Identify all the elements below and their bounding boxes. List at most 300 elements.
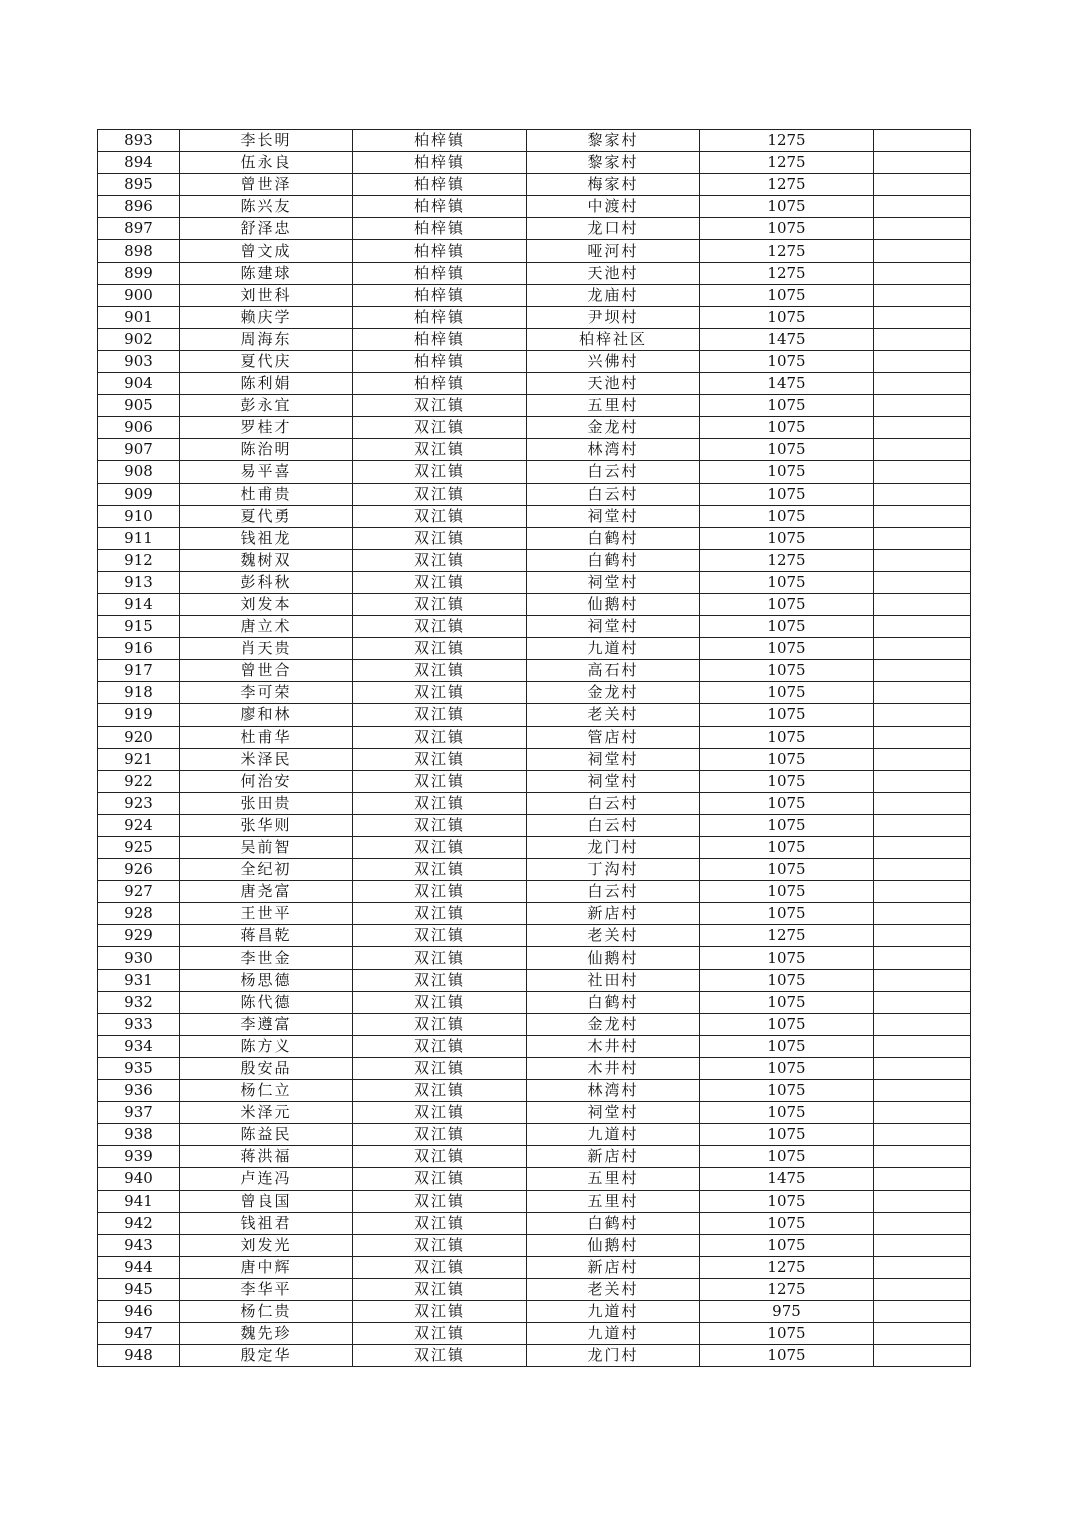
village-cell: 龙口村 xyxy=(527,218,700,240)
village-cell: 中渡村 xyxy=(527,196,700,218)
remark-cell xyxy=(874,527,971,549)
name-cell: 曾世泽 xyxy=(180,174,353,196)
name-cell: 廖和林 xyxy=(180,704,353,726)
name-cell: 刘发光 xyxy=(180,1234,353,1256)
town-cell: 双江镇 xyxy=(353,505,527,527)
table-row xyxy=(98,660,971,682)
amount-cell: 1075 xyxy=(700,1035,874,1057)
row-number-cell: 937 xyxy=(98,1102,180,1124)
table-row xyxy=(98,682,971,704)
table-row xyxy=(98,1234,971,1256)
village-cell: 天池村 xyxy=(527,373,700,395)
village-cell: 龙门村 xyxy=(527,1345,700,1367)
town-cell: 双江镇 xyxy=(353,704,527,726)
village-cell: 白云村 xyxy=(527,792,700,814)
amount-cell: 1075 xyxy=(700,947,874,969)
name-cell: 殷安品 xyxy=(180,1057,353,1079)
row-number-cell: 897 xyxy=(98,218,180,240)
amount-cell: 1075 xyxy=(700,417,874,439)
name-cell: 刘发本 xyxy=(180,593,353,615)
amount-cell: 1075 xyxy=(700,814,874,836)
town-cell: 双江镇 xyxy=(353,1168,527,1190)
row-number-cell: 911 xyxy=(98,527,180,549)
table-row xyxy=(98,218,971,240)
name-cell: 唐中辉 xyxy=(180,1256,353,1278)
table-row xyxy=(98,1212,971,1234)
village-cell: 木井村 xyxy=(527,1057,700,1079)
amount-cell: 1075 xyxy=(700,969,874,991)
row-number-cell: 906 xyxy=(98,417,180,439)
table-row xyxy=(98,814,971,836)
village-cell: 五里村 xyxy=(527,1168,700,1190)
name-cell: 李可荣 xyxy=(180,682,353,704)
table-row xyxy=(98,549,971,571)
row-number-cell: 919 xyxy=(98,704,180,726)
row-number-cell: 900 xyxy=(98,284,180,306)
remark-cell xyxy=(874,1345,971,1367)
village-cell: 祠堂村 xyxy=(527,616,700,638)
name-cell: 彭科秋 xyxy=(180,571,353,593)
table-row xyxy=(98,859,971,881)
name-cell: 钱祖龙 xyxy=(180,527,353,549)
town-cell: 双江镇 xyxy=(353,1212,527,1234)
remark-cell xyxy=(874,328,971,350)
village-cell: 老关村 xyxy=(527,704,700,726)
table-row xyxy=(98,1080,971,1102)
table-row xyxy=(98,1278,971,1300)
amount-cell: 1075 xyxy=(700,881,874,903)
row-number-cell: 895 xyxy=(98,174,180,196)
table-row xyxy=(98,881,971,903)
row-number-cell: 936 xyxy=(98,1080,180,1102)
town-cell: 双江镇 xyxy=(353,527,527,549)
remark-cell xyxy=(874,1102,971,1124)
amount-cell: 1075 xyxy=(700,991,874,1013)
village-cell: 仙鹅村 xyxy=(527,1234,700,1256)
table-row xyxy=(98,704,971,726)
town-cell: 双江镇 xyxy=(353,925,527,947)
village-cell: 金龙村 xyxy=(527,1013,700,1035)
town-cell: 双江镇 xyxy=(353,1057,527,1079)
row-number-cell: 894 xyxy=(98,152,180,174)
amount-cell: 1075 xyxy=(700,1146,874,1168)
amount-cell: 1075 xyxy=(700,837,874,859)
village-cell: 祠堂村 xyxy=(527,1102,700,1124)
amount-cell: 1475 xyxy=(700,1168,874,1190)
row-number-cell: 915 xyxy=(98,616,180,638)
table-row xyxy=(98,1345,971,1367)
table-row xyxy=(98,1323,971,1345)
amount-cell: 1075 xyxy=(700,1345,874,1367)
village-cell: 尹坝村 xyxy=(527,306,700,328)
table-row xyxy=(98,593,971,615)
name-cell: 曾世合 xyxy=(180,660,353,682)
town-cell: 双江镇 xyxy=(353,726,527,748)
table-row xyxy=(98,991,971,1013)
row-number-cell: 903 xyxy=(98,350,180,372)
table-row xyxy=(98,1057,971,1079)
town-cell: 柏梓镇 xyxy=(353,130,527,152)
remark-cell xyxy=(874,1190,971,1212)
village-cell: 祠堂村 xyxy=(527,571,700,593)
table-row xyxy=(98,947,971,969)
table-row xyxy=(98,1190,971,1212)
name-cell: 陈建球 xyxy=(180,262,353,284)
remark-cell xyxy=(874,1256,971,1278)
row-number-cell: 918 xyxy=(98,682,180,704)
town-cell: 柏梓镇 xyxy=(353,152,527,174)
name-cell: 蒋昌乾 xyxy=(180,925,353,947)
village-cell: 梅家村 xyxy=(527,174,700,196)
remark-cell xyxy=(874,461,971,483)
table-row xyxy=(98,969,971,991)
name-cell: 舒泽忠 xyxy=(180,218,353,240)
row-number-cell: 945 xyxy=(98,1278,180,1300)
remark-cell xyxy=(874,726,971,748)
town-cell: 双江镇 xyxy=(353,770,527,792)
row-number-cell: 932 xyxy=(98,991,180,1013)
name-cell: 杜甫贵 xyxy=(180,483,353,505)
name-cell: 钱祖君 xyxy=(180,1212,353,1234)
village-cell: 木井村 xyxy=(527,1035,700,1057)
row-number-cell: 901 xyxy=(98,306,180,328)
row-number-cell: 921 xyxy=(98,748,180,770)
town-cell: 双江镇 xyxy=(353,903,527,925)
table-row xyxy=(98,306,971,328)
table-row xyxy=(98,240,971,262)
town-cell: 双江镇 xyxy=(353,1102,527,1124)
town-cell: 柏梓镇 xyxy=(353,218,527,240)
village-cell: 九道村 xyxy=(527,1323,700,1345)
village-cell: 老关村 xyxy=(527,1278,700,1300)
town-cell: 双江镇 xyxy=(353,837,527,859)
village-cell: 新店村 xyxy=(527,1256,700,1278)
row-number-cell: 940 xyxy=(98,1168,180,1190)
amount-cell: 1275 xyxy=(700,925,874,947)
name-cell: 陈代德 xyxy=(180,991,353,1013)
table-row xyxy=(98,527,971,549)
town-cell: 双江镇 xyxy=(353,947,527,969)
town-cell: 双江镇 xyxy=(353,1234,527,1256)
town-cell: 双江镇 xyxy=(353,616,527,638)
village-cell: 五里村 xyxy=(527,1190,700,1212)
table-row xyxy=(98,196,971,218)
table-row xyxy=(98,748,971,770)
town-cell: 柏梓镇 xyxy=(353,328,527,350)
amount-cell: 1075 xyxy=(700,726,874,748)
remark-cell xyxy=(874,1013,971,1035)
row-number-cell: 905 xyxy=(98,395,180,417)
remark-cell xyxy=(874,373,971,395)
row-number-cell: 929 xyxy=(98,925,180,947)
row-number-cell: 930 xyxy=(98,947,180,969)
village-cell: 五里村 xyxy=(527,395,700,417)
row-number-cell: 934 xyxy=(98,1035,180,1057)
village-cell: 老关村 xyxy=(527,925,700,947)
amount-cell: 1075 xyxy=(700,704,874,726)
name-cell: 陈治明 xyxy=(180,439,353,461)
town-cell: 柏梓镇 xyxy=(353,350,527,372)
table-row xyxy=(98,792,971,814)
remark-cell xyxy=(874,1212,971,1234)
remark-cell xyxy=(874,571,971,593)
row-number-cell: 948 xyxy=(98,1345,180,1367)
amount-cell: 1075 xyxy=(700,1013,874,1035)
name-cell: 陈利娟 xyxy=(180,373,353,395)
row-number-cell: 907 xyxy=(98,439,180,461)
row-number-cell: 909 xyxy=(98,483,180,505)
town-cell: 双江镇 xyxy=(353,991,527,1013)
town-cell: 双江镇 xyxy=(353,1300,527,1322)
amount-cell: 1275 xyxy=(700,240,874,262)
village-cell: 新店村 xyxy=(527,1146,700,1168)
row-number-cell: 938 xyxy=(98,1124,180,1146)
village-cell: 高石村 xyxy=(527,660,700,682)
table-row xyxy=(98,1035,971,1057)
name-cell: 张田贵 xyxy=(180,792,353,814)
name-cell: 曾良国 xyxy=(180,1190,353,1212)
village-cell: 丁沟村 xyxy=(527,859,700,881)
remark-cell xyxy=(874,196,971,218)
town-cell: 双江镇 xyxy=(353,593,527,615)
village-cell: 龙门村 xyxy=(527,837,700,859)
village-cell: 林湾村 xyxy=(527,1080,700,1102)
town-cell: 双江镇 xyxy=(353,1345,527,1367)
name-cell: 杨仁贵 xyxy=(180,1300,353,1322)
remark-cell xyxy=(874,969,971,991)
name-cell: 唐尧富 xyxy=(180,881,353,903)
town-cell: 双江镇 xyxy=(353,1080,527,1102)
village-cell: 白鹤村 xyxy=(527,991,700,1013)
amount-cell: 1075 xyxy=(700,770,874,792)
village-cell: 龙庙村 xyxy=(527,284,700,306)
remark-cell xyxy=(874,439,971,461)
village-cell: 金龙村 xyxy=(527,682,700,704)
amount-cell: 1075 xyxy=(700,903,874,925)
village-cell: 金龙村 xyxy=(527,417,700,439)
table-row xyxy=(98,1256,971,1278)
remark-cell xyxy=(874,903,971,925)
village-cell: 哑河村 xyxy=(527,240,700,262)
name-cell: 陈方义 xyxy=(180,1035,353,1057)
row-number-cell: 944 xyxy=(98,1256,180,1278)
name-cell: 吴前智 xyxy=(180,837,353,859)
row-number-cell: 893 xyxy=(98,130,180,152)
table-row xyxy=(98,571,971,593)
amount-cell: 1075 xyxy=(700,748,874,770)
name-cell: 米泽民 xyxy=(180,748,353,770)
town-cell: 柏梓镇 xyxy=(353,240,527,262)
village-cell: 社田村 xyxy=(527,969,700,991)
row-number-cell: 904 xyxy=(98,373,180,395)
village-cell: 兴佛村 xyxy=(527,350,700,372)
name-cell: 刘世科 xyxy=(180,284,353,306)
row-number-cell: 898 xyxy=(98,240,180,262)
amount-cell: 1275 xyxy=(700,262,874,284)
town-cell: 双江镇 xyxy=(353,461,527,483)
amount-cell: 1075 xyxy=(700,660,874,682)
row-number-cell: 928 xyxy=(98,903,180,925)
town-cell: 双江镇 xyxy=(353,660,527,682)
remark-cell xyxy=(874,1168,971,1190)
remark-cell xyxy=(874,130,971,152)
amount-cell: 1075 xyxy=(700,505,874,527)
name-cell: 杨仁立 xyxy=(180,1080,353,1102)
amount-cell: 1075 xyxy=(700,792,874,814)
amount-cell: 1475 xyxy=(700,373,874,395)
town-cell: 双江镇 xyxy=(353,969,527,991)
remark-cell xyxy=(874,1278,971,1300)
row-number-cell: 916 xyxy=(98,638,180,660)
table-row xyxy=(98,903,971,925)
town-cell: 双江镇 xyxy=(353,792,527,814)
amount-cell: 1075 xyxy=(700,483,874,505)
row-number-cell: 923 xyxy=(98,792,180,814)
amount-cell: 1275 xyxy=(700,152,874,174)
amount-cell: 1275 xyxy=(700,1278,874,1300)
row-number-cell: 939 xyxy=(98,1146,180,1168)
village-cell: 祠堂村 xyxy=(527,505,700,527)
table-row xyxy=(98,350,971,372)
table-row xyxy=(98,1146,971,1168)
name-cell: 李遵富 xyxy=(180,1013,353,1035)
row-number-cell: 924 xyxy=(98,814,180,836)
name-cell: 周海东 xyxy=(180,328,353,350)
row-number-cell: 899 xyxy=(98,262,180,284)
beneficiary-table xyxy=(97,129,971,1367)
village-cell: 新店村 xyxy=(527,903,700,925)
amount-cell: 1075 xyxy=(700,218,874,240)
row-number-cell: 917 xyxy=(98,660,180,682)
name-cell: 彭永宜 xyxy=(180,395,353,417)
table-row xyxy=(98,638,971,660)
table-row xyxy=(98,505,971,527)
remark-cell xyxy=(874,792,971,814)
amount-cell: 1075 xyxy=(700,1057,874,1079)
name-cell: 易平喜 xyxy=(180,461,353,483)
row-number-cell: 947 xyxy=(98,1323,180,1345)
row-number-cell: 933 xyxy=(98,1013,180,1035)
remark-cell xyxy=(874,814,971,836)
amount-cell: 1075 xyxy=(700,306,874,328)
town-cell: 柏梓镇 xyxy=(353,196,527,218)
town-cell: 双江镇 xyxy=(353,1323,527,1345)
row-number-cell: 943 xyxy=(98,1234,180,1256)
town-cell: 双江镇 xyxy=(353,483,527,505)
name-cell: 王世平 xyxy=(180,903,353,925)
name-cell: 何治安 xyxy=(180,770,353,792)
remark-cell xyxy=(874,262,971,284)
name-cell: 杜甫华 xyxy=(180,726,353,748)
name-cell: 魏树双 xyxy=(180,549,353,571)
name-cell: 魏先珍 xyxy=(180,1323,353,1345)
amount-cell: 1075 xyxy=(700,1234,874,1256)
name-cell: 全纪初 xyxy=(180,859,353,881)
remark-cell xyxy=(874,638,971,660)
village-cell: 柏梓社区 xyxy=(527,328,700,350)
amount-cell: 1075 xyxy=(700,593,874,615)
village-cell: 九道村 xyxy=(527,1300,700,1322)
table-row xyxy=(98,616,971,638)
amount-cell: 1075 xyxy=(700,284,874,306)
remark-cell xyxy=(874,748,971,770)
table-row xyxy=(98,262,971,284)
remark-cell xyxy=(874,593,971,615)
town-cell: 双江镇 xyxy=(353,439,527,461)
row-number-cell: 913 xyxy=(98,571,180,593)
remark-cell xyxy=(874,925,971,947)
row-number-cell: 927 xyxy=(98,881,180,903)
table-row xyxy=(98,284,971,306)
table-row xyxy=(98,461,971,483)
town-cell: 双江镇 xyxy=(353,571,527,593)
amount-cell: 1275 xyxy=(700,130,874,152)
remark-cell xyxy=(874,1057,971,1079)
name-cell: 唐立术 xyxy=(180,616,353,638)
amount-cell: 1075 xyxy=(700,350,874,372)
name-cell: 米泽元 xyxy=(180,1102,353,1124)
table-row xyxy=(98,1168,971,1190)
name-cell: 杨思德 xyxy=(180,969,353,991)
remark-cell xyxy=(874,616,971,638)
remark-cell xyxy=(874,350,971,372)
remark-cell xyxy=(874,284,971,306)
name-cell: 曾文成 xyxy=(180,240,353,262)
row-number-cell: 908 xyxy=(98,461,180,483)
row-number-cell: 942 xyxy=(98,1212,180,1234)
name-cell: 夏代庆 xyxy=(180,350,353,372)
table-row xyxy=(98,726,971,748)
name-cell: 张华则 xyxy=(180,814,353,836)
amount-cell: 1075 xyxy=(700,638,874,660)
town-cell: 双江镇 xyxy=(353,395,527,417)
remark-cell xyxy=(874,770,971,792)
town-cell: 柏梓镇 xyxy=(353,262,527,284)
remark-cell xyxy=(874,1323,971,1345)
table-row xyxy=(98,1102,971,1124)
town-cell: 柏梓镇 xyxy=(353,284,527,306)
name-cell: 卢连冯 xyxy=(180,1168,353,1190)
table-row xyxy=(98,328,971,350)
row-number-cell: 935 xyxy=(98,1057,180,1079)
village-cell: 白鹤村 xyxy=(527,1212,700,1234)
amount-cell: 1075 xyxy=(700,571,874,593)
name-cell: 赖庆学 xyxy=(180,306,353,328)
town-cell: 柏梓镇 xyxy=(353,373,527,395)
village-cell: 天池村 xyxy=(527,262,700,284)
remark-cell xyxy=(874,1035,971,1057)
amount-cell: 1075 xyxy=(700,439,874,461)
row-number-cell: 922 xyxy=(98,770,180,792)
village-cell: 祠堂村 xyxy=(527,748,700,770)
town-cell: 双江镇 xyxy=(353,859,527,881)
remark-cell xyxy=(874,660,971,682)
remark-cell xyxy=(874,704,971,726)
table-row xyxy=(98,130,971,152)
remark-cell xyxy=(874,174,971,196)
village-cell: 白云村 xyxy=(527,483,700,505)
amount-cell: 1075 xyxy=(700,1124,874,1146)
remark-cell xyxy=(874,218,971,240)
village-cell: 黎家村 xyxy=(527,152,700,174)
name-cell: 殷定华 xyxy=(180,1345,353,1367)
village-cell: 白鹤村 xyxy=(527,527,700,549)
row-number-cell: 896 xyxy=(98,196,180,218)
town-cell: 双江镇 xyxy=(353,549,527,571)
table-body xyxy=(98,130,971,1367)
name-cell: 罗桂才 xyxy=(180,417,353,439)
table-row xyxy=(98,925,971,947)
